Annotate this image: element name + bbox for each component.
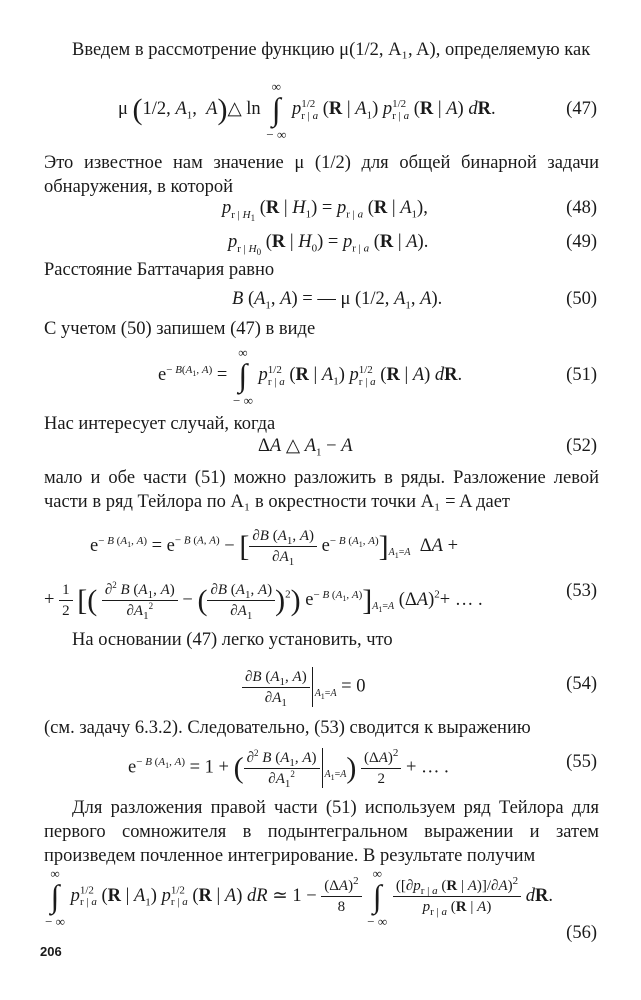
equation-54: $\frac{\partial B (A_1, A)}{\partial A_1}$ $_{A_1=A}$ = 0 <box>242 667 365 707</box>
equation-53-line2: + $\frac{1}{2}$ [( $\frac{\partial^2 B (A_1, A)}{\partial A_1^2}$ − ( $\frac{\partial B (A_1, A)}{\partial A_1}$ )$^2$) $e^{- B (A_1, A)}]_{A_1=A}$ $(\Delta A)^2+$ … . <box>44 580 483 622</box>
equation-56: ∫ ∞ − ∞ $p^{1/2}_{r | a}$ (R | $A_1$) $p^{1/2}_{r | a}$ (R | A) dR ≃ 1 − $\frac{(\Delta A)^2}{8}$ ∫ ∞ − ∞ $\frac{([\partial p_{r | a} (R | A)]/\partial A)^2}{p_{r | a} (R | A)}$ dR. <box>45 865 554 929</box>
equation-number-54: (54) <box>566 674 597 694</box>
page-number: 206 <box>40 944 62 959</box>
equation-number-53: (53) <box>566 581 597 601</box>
paragraph-rewrite: С учетом (50) запишем (47) в виде <box>44 319 316 339</box>
equation-51: $e^{- B(A_1, A)}$ = ∫ ∞ − ∞ $p^{1/2}_{r | a}$ (R | $A_1$) $p^{1/2}_{r | a}$ (R | A) dR. <box>158 345 463 408</box>
equation-number-56: (56) <box>566 923 597 943</box>
paragraph-case: Нас интересует случай, когда <box>44 414 276 434</box>
equation-number-49: (49) <box>566 232 597 252</box>
equation-53-line1: $e^{- B (A_1, A)} = e^{- B (A, A)}$ − [ $\frac{\partial B (A_1, A)}{\partial A_1}$ $e^{- B (A_1, A)}]_{A_1=A}$ ΔA + <box>90 528 459 568</box>
equation-47: μ (1/2, $A_1$, A)△ ln ∫ ∞ − ∞ $p^{1/2}_{r | a}$ (R | $A_1$) $p^{1/2}_{r | a}$ (R | A) dR. <box>118 79 496 142</box>
paragraph-reduction: (см. задачу 6.3.2). Следовательно, (53) сводится к выражению <box>44 718 531 738</box>
equation-number-50: (50) <box>566 289 597 309</box>
equation-number-47: (47) <box>566 99 597 119</box>
equation-number-52: (52) <box>566 436 597 456</box>
equation-52: ΔA △ $A_1 - A$ <box>258 436 353 459</box>
equation-number-51: (51) <box>566 365 597 385</box>
equation-48: $p_{r | H_1}$ (R | $H_1) = p_{r | a}$ (R | $A_1$), <box>222 198 428 223</box>
equation-50: B ($A_1$, A) = — μ (1/2, $A_1$, A). <box>232 289 443 312</box>
equation-55: $e^{- B (A_1, A)} = 1$ + ( $\frac{\partial^2 B (A_1, A)}{\partial A_1^2}$ $_{A_1=A}$) $\frac{(\Delta A)^2}{2}$ + … . <box>128 746 449 790</box>
paragraph-intro: Введем в рассмотрение функцию μ(1/2, A₁, A), определяемую как <box>72 40 591 60</box>
paragraph-derivative: На основании (47) легко установить, что <box>72 630 393 650</box>
paragraph-taylor-right: Для разложения правой части (51) используем ряд Тейлора для первого сомножителя в подынтегральном выражении и затем произведем почленное интегрирование. В результате получим <box>44 798 599 866</box>
equation-number-48: (48) <box>566 198 597 218</box>
paragraph-bhattacharyya: Расстояние Баттачария равно <box>44 260 275 280</box>
paragraph-detection: Это известное нам значение μ (1/2) для общей бинарной задачи обнаружения, в которой <box>44 153 599 197</box>
equation-number-55: (55) <box>566 752 597 772</box>
equation-49: $p_{r | H_0}$ (R | $H_0) = p_{r | a}$ (R | A). <box>228 232 429 257</box>
paragraph-taylor-left: мало и обе части (51) можно разложить в ряды. Разложение левой части в ряд Тейлора по A₁ в окрестности точки A₁ = A дает <box>44 468 599 512</box>
